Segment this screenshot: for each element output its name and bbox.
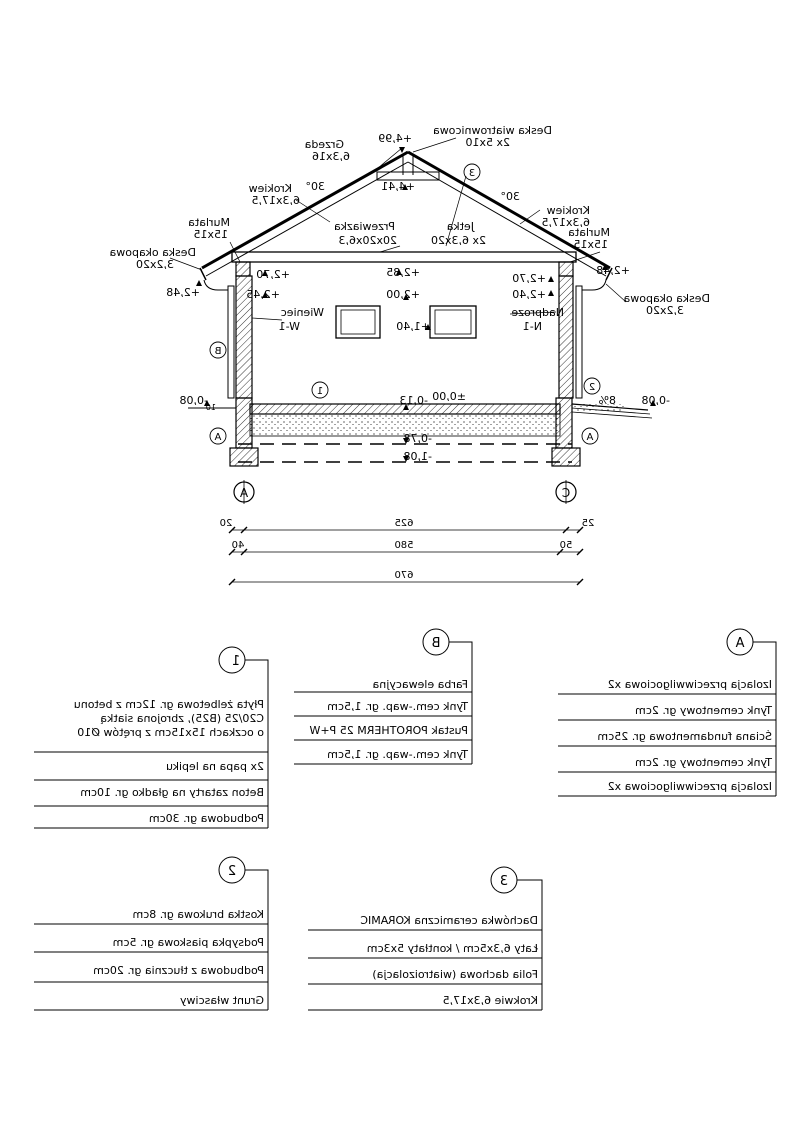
tag-A-right: A <box>586 432 594 443</box>
legend-B-layer-4: Tynk cem.-wap. gr. 1,5cm <box>327 748 468 761</box>
axis-C: C <box>561 486 571 500</box>
foundation-left <box>236 398 252 448</box>
dim-20: 20 <box>219 518 233 529</box>
wall-plate-left <box>236 262 250 276</box>
legend-3-layer-1: Dachówka ceramiczna KORAMIC <box>360 914 538 927</box>
tag-2: 2 <box>588 382 596 393</box>
level-eave-right: +2,48 <box>596 264 630 277</box>
legend-1-layer-1: Płyta żelbetowa gr. 12cm z betonu <box>73 698 264 711</box>
legend-2-layer-4: Grunt własciwy <box>179 994 264 1007</box>
label-deska-wiatrownicowa: Deska wiatrownicowa <box>432 124 552 137</box>
level-found-bottom: -1,08 <box>403 450 432 463</box>
level-subfloor: -0,13 <box>399 394 428 407</box>
legend-1-layer-4: 2x papa na lepiku <box>165 760 264 773</box>
foundation-right <box>556 398 572 448</box>
legend-2-tag: 2 <box>227 864 237 879</box>
legend-B-tag: B <box>431 636 441 651</box>
label-wieniec: Wieniec <box>280 306 324 319</box>
label-przewiazka-dim: 20x20x6,3 <box>338 234 397 247</box>
legend-2-layer-2: Podsypka piaskowa gr. 5cm <box>112 936 264 949</box>
legend-B-layer-1: Farba elewacyjna <box>372 678 468 691</box>
legend-B <box>294 629 472 764</box>
roof-slope-left <box>202 152 408 268</box>
label-murlata-left: Murlata <box>188 216 230 229</box>
label-angle-left: 30° <box>305 180 325 193</box>
dim-25: 25 <box>581 518 595 529</box>
legend-3-layer-3: Folia dachowa (wiatroizolacja) <box>372 968 538 981</box>
dim-50: 50 <box>559 540 573 551</box>
wall-right <box>559 276 573 398</box>
label-murlata-right-dim: 15x15 <box>573 238 608 251</box>
label-angle-right: 30° <box>500 190 520 203</box>
level-collar: +4,41 <box>381 180 415 193</box>
legend-A-layer-5: Izolacja przeciwwilgociowa x2 <box>607 780 772 793</box>
label-krokiew-right: Krokiew <box>546 204 590 217</box>
level-left-245: +2,45 <box>246 288 280 301</box>
legend-2-layer-1: Kostka brukowa gr. 8cm <box>132 908 264 921</box>
collar-tie <box>377 172 439 180</box>
legend-3-tag: 3 <box>499 874 509 889</box>
level-right-240: +2,40 <box>512 288 546 301</box>
wall-plate-right <box>559 262 573 276</box>
label-grzeda: Grzeda <box>304 138 344 151</box>
legend-B-layer-2: Tynk cem.-wap. gr. 1,5cm <box>327 700 468 713</box>
legend-2-layer-3: Podbudowa z tłucznia gr. 20cm <box>93 964 264 977</box>
tag-A-left: A <box>214 432 222 443</box>
level-ground-left: -0,08 <box>179 394 208 407</box>
label-deska-okapowa-right: Deska okapowa <box>623 292 710 305</box>
ceiling-beam <box>232 252 576 262</box>
label-grzeda-dim: 6,3x16 <box>311 150 350 163</box>
label-krokiew-right-dim: 6,3x17,5 <box>541 216 590 229</box>
tag-3: 3 <box>468 168 476 179</box>
label-murlata-right: Murlata <box>568 226 610 239</box>
legend-3-layer-4: Krokwie 6,3x17,5 <box>442 994 538 1007</box>
legend-A-layer-1: Izolacja przeciwwilgociowa x2 <box>607 678 772 691</box>
label-nadproze-dim: N-1 <box>522 320 542 333</box>
dim-40: 40 <box>231 540 245 551</box>
tag-B: B <box>214 346 222 357</box>
level-ceiling: +2,85 <box>386 266 420 279</box>
label-jetka: Jetka <box>446 220 474 233</box>
level-eave-left: +2,48 <box>166 286 200 299</box>
label-slope: 8% <box>598 394 616 407</box>
legend-1-layer-5: Beton zatarty na gładko gr. 10cm <box>80 786 264 799</box>
legend-3-layer-2: Łaty 6,3x5cm / kontłaty 5x3cm <box>366 942 538 955</box>
legend-1-layer-6: Podbudowa gr. 30cm <box>148 812 264 825</box>
label-deska-wiatrownicowa-dim: 2x 5x10 <box>465 136 510 149</box>
legend-B-layer-3: Pustak POROTHERM 25 P+W <box>309 724 468 737</box>
level-sill: +1,40 <box>396 320 430 333</box>
label-wieniec-dim: W-1 <box>278 320 300 333</box>
level-ridge: +4,99 <box>378 132 412 145</box>
dim-670: 670 <box>394 570 414 581</box>
label-nadproze: Nadproze <box>511 306 564 319</box>
legend-A-layer-4: Tynk cementowy gr. 2cm <box>635 756 772 769</box>
level-lintel: +2,00 <box>386 288 420 301</box>
axis-A: A <box>239 486 249 500</box>
legend-1-layer-3: o oczkach 15x15cm z prętów Ø10 <box>77 726 264 739</box>
dim-625: 625 <box>394 518 414 529</box>
label-krokiew-left: Krokiew <box>248 182 292 195</box>
label-krokiew-left-dim: 6,3x17,5 <box>251 194 300 207</box>
legend-1-tag: 1 <box>231 654 241 669</box>
dim-580: 580 <box>394 540 414 551</box>
legend-A-layer-2: Tynk cementowy gr. 2cm <box>635 704 772 717</box>
legend-1-layer-2: C20/25 (B25), zbrojona siatką <box>100 712 264 725</box>
level-left-270: +2,70 <box>256 268 290 281</box>
label-murlata-left-dim: 15x15 <box>193 228 228 241</box>
legend-A-tag: A <box>735 636 745 651</box>
level-ground-right: -0,08 <box>641 394 670 407</box>
window-right <box>430 306 476 338</box>
label-deska-okapowa-right-dim: 3,2x20 <box>645 304 684 317</box>
level-found-top: -0,78 <box>403 432 432 445</box>
legend-2 <box>34 857 268 1010</box>
label-deska-okapowa-left-dim: 3,2x20 <box>135 258 174 271</box>
window-left <box>336 306 380 338</box>
level-step: 10 <box>205 403 216 412</box>
level-right-270: +2,70 <box>512 272 546 285</box>
level-floor: ±0,00 <box>432 390 466 403</box>
legend-A-layer-3: Ściana fundamentowa gr. 25cm <box>597 730 772 743</box>
label-deska-okapowa-left: Deska okapowa <box>109 246 196 259</box>
label-jetka-dim: 2x 6,3x20 <box>430 234 486 247</box>
label-przewiazka: Przewiazka <box>334 220 395 233</box>
tag-1: 1 <box>316 386 324 397</box>
